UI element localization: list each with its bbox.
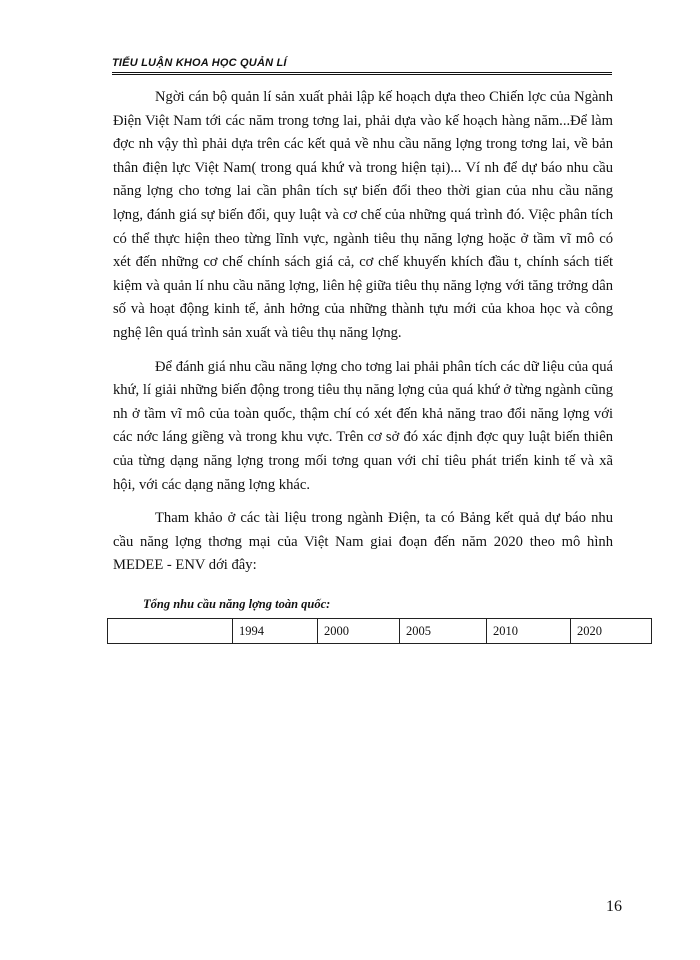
table-cell-year: 2010 [487, 619, 571, 644]
table-cell-year: 2005 [400, 619, 487, 644]
paragraph-1: Ngời cán bộ quản lí sản xuất phải lập kế hoạch dựa theo Chiến lợc của Ngành Điện Việt Nam tới các năm trong tơng lai, phải dựa vào kế hoạch hàng năm...Để làm đợc nh vậy thì phải dựa trên các kết quả về nhu cầu năng lợng trong tơng lai, về bản thân điện lực Việt Nam( trong quá khứ và trong hiện tại)... Ví nh để dự báo nhu cầu năng lợng cho tơng lai cần phân tích sự biến đổi theo thời gian của nhu cầu năng lợng, đánh giá sự biến đổi, quy luật và cơ chế của những quá trình đó. Việc phân tích có thể thực hiện theo từng lĩnh vực, ngành tiêu thụ năng lợng hoặc ở tầm vĩ mô có xét đến những cơ chế chính sách giá cả, cơ chế khuyến khích đầu t, chính sách tiết kiệm và quản lí nhu cầu năng lợng, liên hệ giữa tiêu thụ năng lợng với tăng trởng dân số và hoạt động kinh tế, ảnh hởng của những thành tựu mới của khoa học và công nghệ lên quá trình sản xuất và tiêu thụ năng lợng. [113, 89, 613, 341]
energy-demand-table [107, 618, 652, 644]
body-text [113, 86, 613, 588]
header-title: TIỂU LUẬN KHOA HỌC QUẢN LÍ [112, 57, 287, 69]
page-number: 16 [606, 898, 622, 915]
running-header [112, 53, 612, 75]
table-cell-year: 1994 [233, 619, 318, 644]
table-header-row [108, 619, 652, 644]
table-caption: Tổng nhu cầu năng lợng toàn quốc: [143, 597, 331, 611]
table-cell-year: 2000 [318, 619, 400, 644]
paragraph-2: Để đánh giá nhu cầu năng lợng cho tơng lai phải phân tích các dữ liệu của quá khứ, lí giải những biến động trong tiêu thụ năng lợng của quá khứ ở từng ngành cũng nh ở tầm vĩ mô của toàn quốc, thậm chí có xét đến khả năng trao đổi năng lợng với các nớc láng giềng và trong khu vực. Trên cơ sở đó xác định đợc quy luật biến thiên của từng dạng năng lợng trong mối tơng quan với chỉ tiêu phát triển kinh tế và xã hội, với các dạng năng lợng khác. [113, 358, 613, 493]
table-cell-label [108, 619, 233, 644]
table-cell-year: 2020 [571, 619, 652, 644]
paragraph-3: Tham khảo ở các tài liệu trong ngành Điện, ta có Bảng kết quả dự báo nhu cầu năng lợng thơng mại của Việt Nam giai đoạn đến năm 2020 theo mô hình MEDEE - ENV dới đây: [113, 510, 613, 574]
